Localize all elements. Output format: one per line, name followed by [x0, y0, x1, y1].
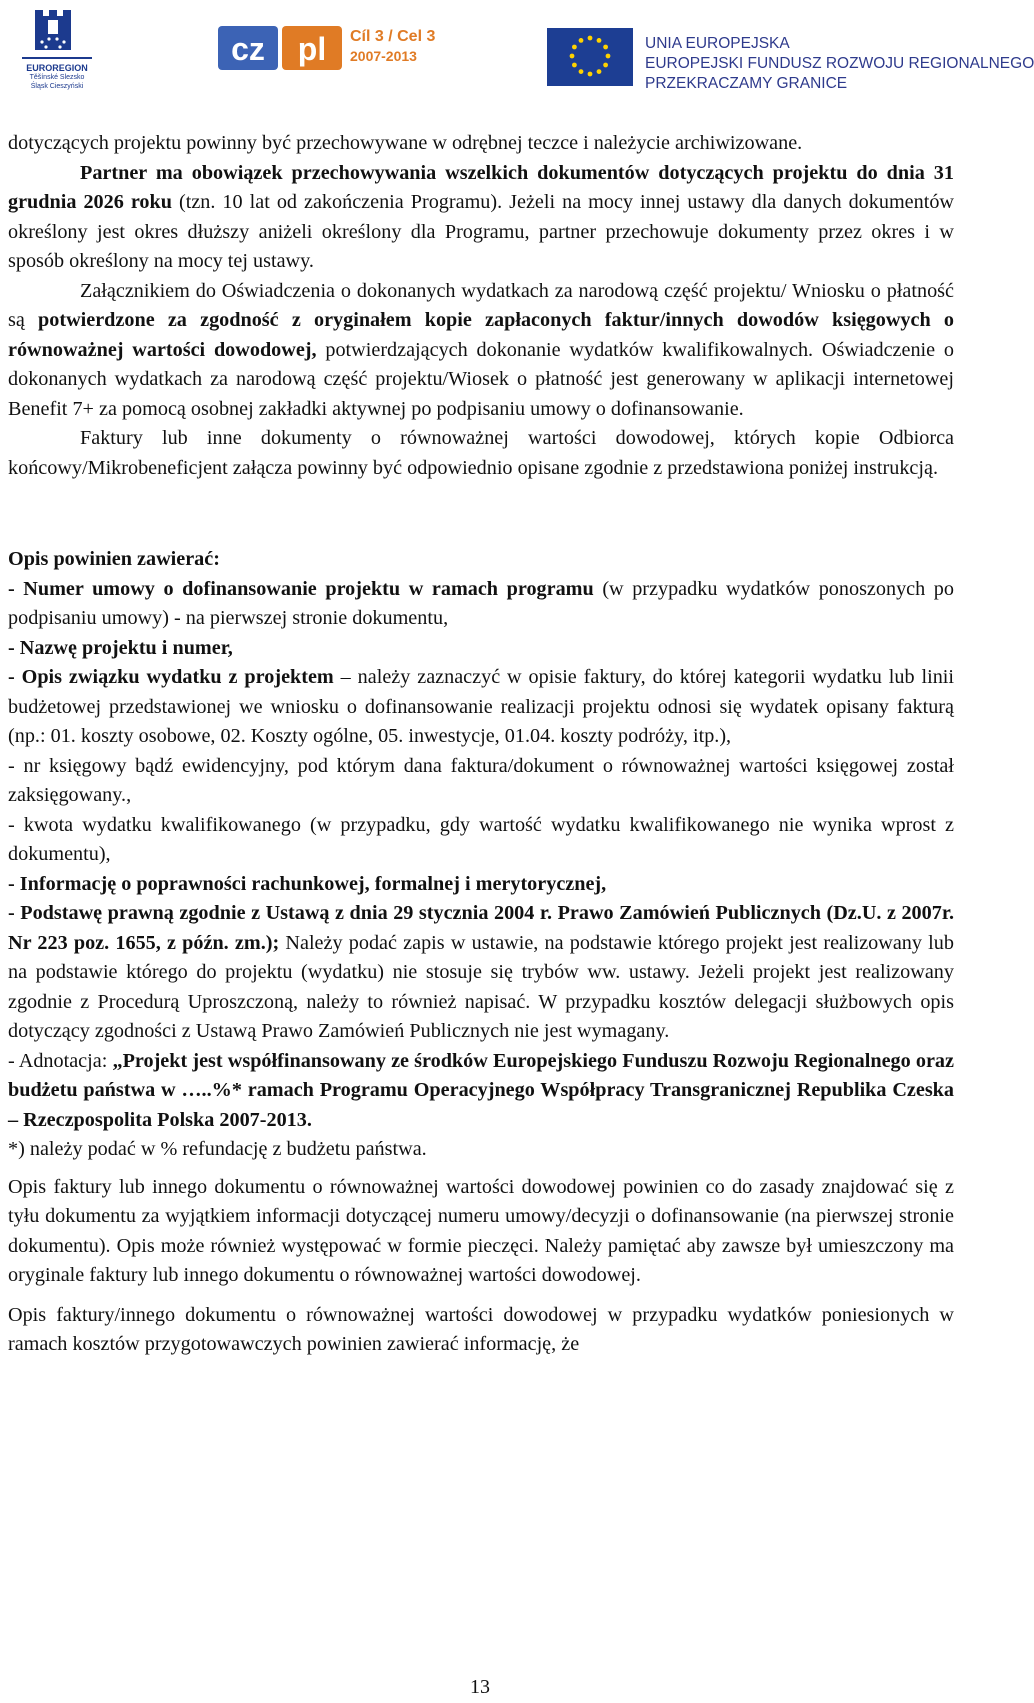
euroregion-line2: Těšínské Slezsko: [29, 74, 85, 81]
item3-rest: – należy zaznaczyć w opisie faktury, do której kategorii wydatku lub linii budżetowej przedstawionej we wniosku o dofinansowanie realizacji projektu odnosi się wydatek opisany fakturą (np.: 01. koszty osobowe, 02. Koszty ogólne, 05. inwestycje, 01.04. koszty podróży, itp.),: [8, 666, 955, 747]
footnote: *) należy podać w % refundację z budżetu państwa.: [8, 1138, 427, 1160]
czpl-program-years: 2007-2013: [350, 48, 417, 64]
item8-prefix: - Adnotacja:: [8, 1049, 113, 1072]
list-item: [8, 634, 954, 664]
item7-bold: - Podstawę prawną zgodnie z Ustawą z dnia 29 stycznia 2004 r. Prawo Zamówień Publicznych (Dz.U. z 2007r. Nr 223 poz. 1655, z późn. zm.);: [8, 902, 954, 954]
attachment-bold: potwierdzone za zgodność z oryginałem kopie zapłaconych faktur/innych dowodów księgowych o równoważnej wartości dowodowej,: [8, 309, 954, 361]
list-item: [8, 1047, 954, 1136]
czpl-letters-logo: [218, 20, 348, 80]
paragraph-invoices: Faktury lub inne dokumenty o równoważnej wartości dowodowej, których kopie Odbiorca końcowy/Mikrobeneficjent załącza powinny być odpowiednio opisane zgodnie z przedstawiona poniżej instrukcją.: [8, 427, 954, 479]
page-number: 13: [470, 1676, 490, 1698]
list-item: - kwota wydatku kwalifikowanego (w przypadku, gdy wartość wydatku kwalifikowanego nie wynika wprost z dokumentu),: [8, 813, 954, 865]
eu-line1: UNIA EUROPEJSKA: [645, 35, 790, 52]
paragraph-description-location: Opis faktury lub innego dokumentu o równoważnej wartości dowodowej powinien co do zasady znajdować się z tyłu dokumentu za wyjątkiem informacji dotyczącej numeru umowy/decyzji o dofinansowanie (na pierwszej stronie dokumentu). Opis może również występować w formie pieczęci. Należy pamiętać aby zawsze był umieszczony ma oryginale faktury lub innego dokumentu o równoważnej wartości dowodowej.: [8, 1175, 954, 1286]
eu-logo: [547, 28, 1034, 98]
list-item: - nr księgowy bądź ewidencyjny, pod którym dana faktura/dokument o równoważnej wartości księgowej został zaksięgowany.,: [8, 754, 954, 806]
list-item: [8, 663, 954, 752]
euroregion-line3: Śląsk Cieszyński: [30, 83, 84, 90]
list-item: [8, 899, 954, 1047]
document-body: [8, 129, 954, 1360]
opis-heading-text: Opis powinien zawierać:: [8, 548, 220, 570]
czpl-program-name: Cíl 3 / Cel 3: [350, 28, 436, 45]
czpl-program-logo: [218, 20, 436, 80]
paragraph-preparatory-costs: Opis faktury/innego dokumentu o równoważnej wartości dowodowej w przypadku wydatków poniesionych w ramach kosztów przygotowawczych powinien zawierać informację, że: [8, 1303, 954, 1355]
retention-rest: (tzn. 10 lat od zakończenia Programu). Jeżeli na mocy innej ustawy dla danych dokumentów określony jest okres dłuższy aniżeli określony dla Programu, partner przechowuje dokumenty przez okres i w sposób określony na mocy tej ustawy.: [8, 191, 954, 272]
list-item: [8, 575, 954, 634]
castle-tower-icon: [22, 6, 92, 64]
eu-line3: PRZEKRACZAMY GRANICE: [645, 75, 848, 92]
svg-text:pl: pl: [297, 31, 327, 67]
item6-text: - Informację o poprawności rachunkowej, formalnej i merytorycznej,: [8, 872, 607, 895]
item8-bold: „Projekt jest współfinansowany ze środków Europejskiego Funduszu Rozwoju Regionalnego oraz budżetu państwa w …..%* ramach Programu Operacyjnego Współpracy Transgranicznej Republika Czeska – Rzeczpospolita Polska 2007-2013.: [8, 1049, 954, 1131]
euroregion-name: EUROREGION: [26, 63, 88, 73]
item1-bold: - Numer umowy o dofinansowanie projektu w ramach programu: [8, 577, 594, 600]
list-item: [8, 870, 954, 900]
paragraph-retention: [8, 159, 954, 277]
opis-heading: [8, 545, 954, 575]
item2-text: - Nazwę projektu i numer,: [8, 636, 233, 659]
paragraph-archiving: dotyczących projektu powinny być przechowywane w odrębnej teczce i należycie archiwizowane.: [8, 132, 803, 154]
item7-rest: Należy podać zapis w ustawie, na podstawie którego projekt jest realizowany lub na podstawie którego do projektu (wydatku) nie stosuje się trybów ww. ustawy. Jeżeli projekt jest realizowany zgodnie z Procedurą Uproszczoną, należy to również napisać. W przypadku kosztów delegacji służbowych opis dotyczący zgodności z Ustawą Prawo Zamówień Publicznych nie jest wymagany.: [8, 931, 954, 1042]
item3-bold: - Opis związku wydatku z projektem: [8, 666, 334, 688]
attachment-a: Załącznikiem do Oświadczenia o dokonanych wydatkach za narodową część projektu/ Wniosku o płatność są: [8, 279, 954, 331]
retention-bold: Partner ma obowiązek przechowywania wszelkich dokumentów dotyczących projektu do dnia 31 grudnia 2026 roku: [8, 161, 954, 213]
svg-text:cz: cz: [231, 31, 265, 67]
item1-rest: (w przypadku wydatków ponoszonych po podpisaniu umowy) - na pierwszej stronie dokumentu,: [8, 577, 954, 629]
attachment-b: potwierdzających dokonanie wydatków kwalifikowalnych. Oświadczenie o dokonanych wydatkach za narodową część projektu/Wiosek o płatność jest generowany w aplikacji internetowej Benefit 7+ za pomocą osobnej zakładki aktywnej po podpisaniu umowy o dofinansowanie.: [8, 338, 954, 420]
euroregion-logo: [22, 6, 92, 94]
page-header: [0, 0, 1034, 110]
eu-line2: EUROPEJSKI FUNDUSZ ROZWOJU REGIONALNEGO: [645, 55, 1034, 72]
paragraph-attachment: [8, 277, 954, 425]
eu-flag-icon: [547, 28, 633, 86]
